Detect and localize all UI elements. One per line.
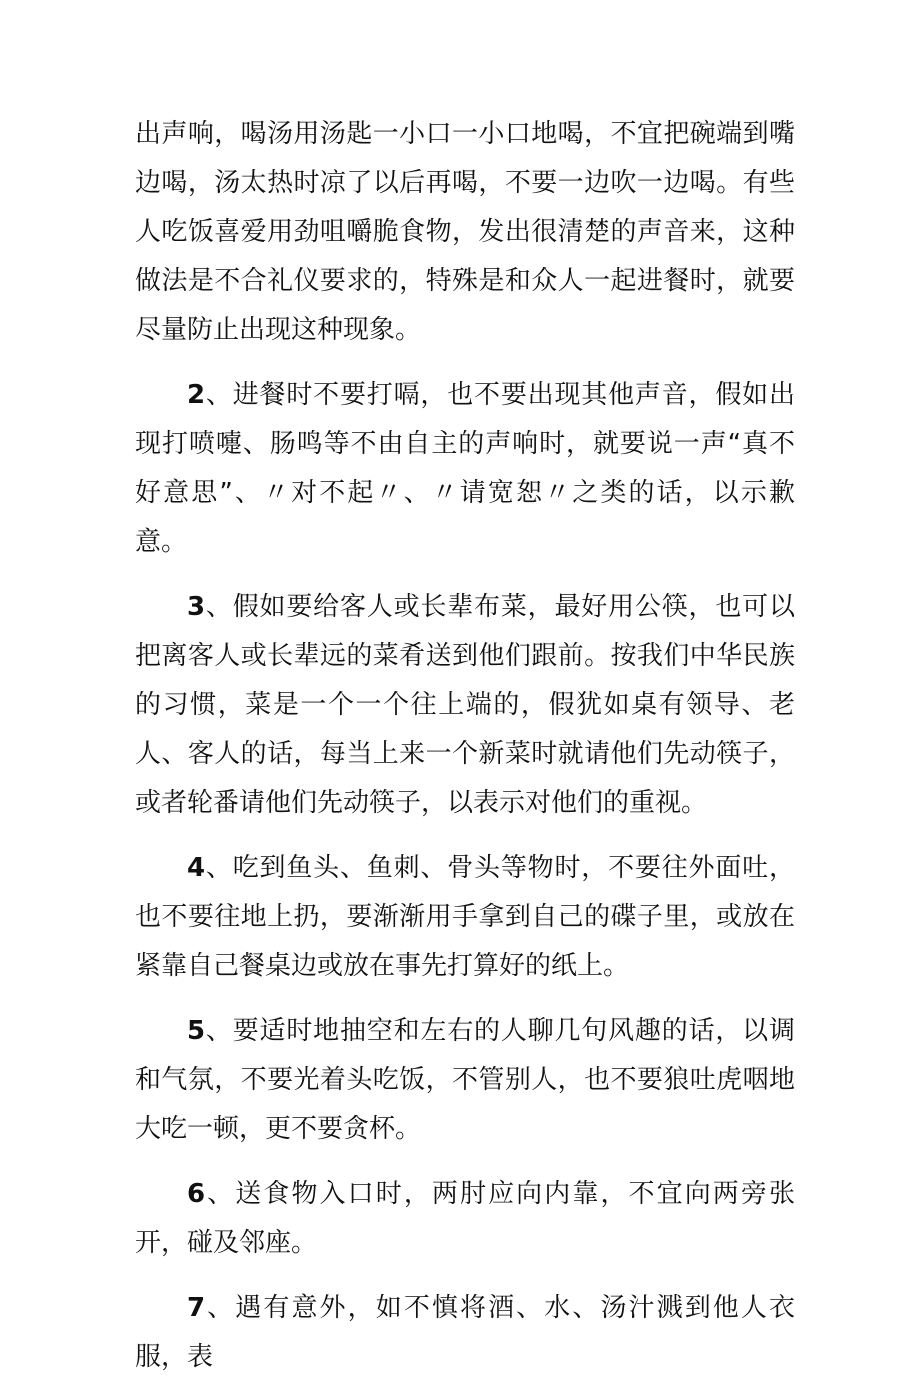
paragraph-number: 7 <box>187 1293 206 1323</box>
paragraph-text: 、送食物入口时，两肘应向内靠，不宜向两旁张开，碰及邻座。 <box>135 1179 795 1258</box>
paragraph-text: 、遇有意外，如不慎将酒、水、汤汁溅到他人衣服，表 <box>135 1293 795 1372</box>
paragraph-item-4 <box>135 844 795 991</box>
paragraph-text: 、吃到鱼头、鱼刺、骨头等物时，不要往外面吐，也不要往地上扔，要渐渐用手拿到自己的碟子里，或放在紧靠自己餐桌边或放在事先打算好的纸上。 <box>135 853 795 981</box>
paragraph-item-6 <box>135 1170 795 1268</box>
paragraph-item-7 <box>135 1284 795 1382</box>
paragraph-text: 、要适时地抽空和左右的人聊几句风趣的话，以调和气氛，不要光着头吃饭，不管别人，也不要狼吐虎咽地大吃一顿，更不要贪杯。 <box>135 1016 795 1144</box>
paragraph-number: 5 <box>187 1016 206 1046</box>
paragraph-item-3 <box>135 583 795 828</box>
paragraph-item-2 <box>135 371 795 567</box>
paragraph-item-5 <box>135 1007 795 1154</box>
document-body <box>135 110 795 1398</box>
paragraph-text: 、假如要给客人或长辈布菜，最好用公筷，也可以把离客人或长辈远的菜肴送到他们跟前。按我们中华民族的习惯，菜是一个一个往上端的，假犹如桌有领导、老人、客人的话，每当上来一个新菜时就请他们先动筷子，或者轮番请他们先动筷子，以表示对他们的重视。 <box>135 592 795 818</box>
paragraph-text: 、进餐时不要打嗝，也不要出现其他声音，假如出现打喷嚏、肠鸣等不由自主的声响时，就要说一声“真不好意思”、〃对不起〃、〃请宽恕〃之类的话，以示歉意。 <box>135 380 795 557</box>
paragraph-number: 4 <box>187 853 206 883</box>
paragraph-number: 3 <box>187 592 206 622</box>
paragraph-number: 6 <box>187 1179 206 1209</box>
paragraph-number: 2 <box>187 380 206 410</box>
paragraph-continuation <box>135 110 795 355</box>
paragraph-text: 出声响，喝汤用汤匙一小口一小口地喝，不宜把碗端到嘴边喝，汤太热时凉了以后再喝，不要一边吹一边喝。有些人吃饭喜爱用劲咀嚼脆食物，发出很清楚的声音来，这种做法是不合礼仪要求的，特殊是和众人一起进餐时，就要尽量防止出现这种现象。 <box>135 119 795 345</box>
